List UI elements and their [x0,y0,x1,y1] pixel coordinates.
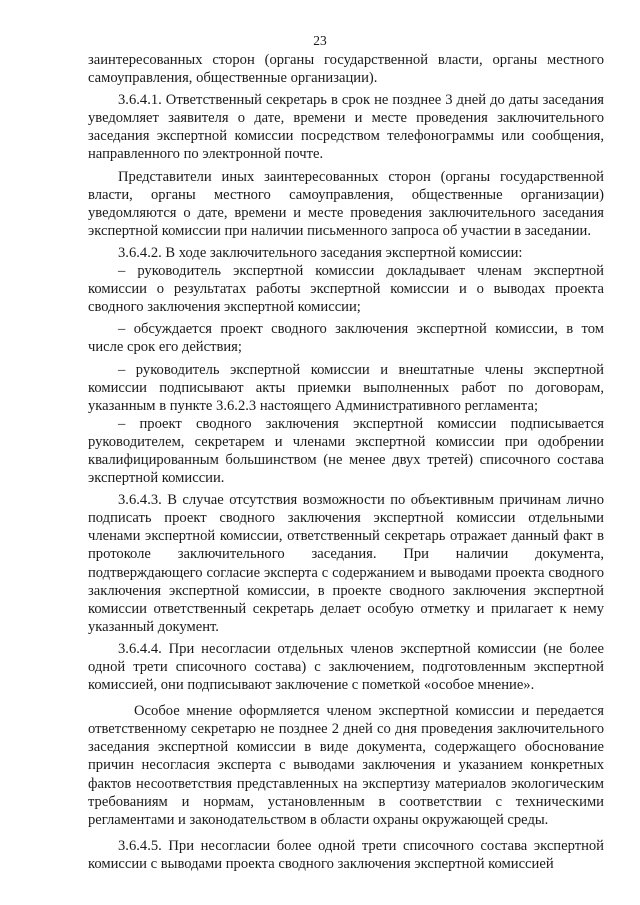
paragraph-3-6-4-3: 3.6.4.3. В случае отсутствия возможности по объективным причинам лично подписать проект сводного заключения экспертной комиссии отдельными членами экспертной комиссии, ответственный секретарь отражает данный факт в протоколе заключительного заседания. При наличии документа, подтверждающего согласие эксперта с содержанием и выводами проекта сводного заключения экспертной комиссии, в проекте сводного заключения экспертной комиссии ответственный секретарь делает особую отметку и прилагает к нему указанный документ. [88,492,604,635]
paragraph-3-6-4-1: 3.6.4.1. Ответственный секретарь в срок не позднее 3 дней до даты заседания уведомляет заявителя о дате, времени и месте проведения заключительного заседания экспертной комиссии посредством телефонограммы или сообщения, направленного по электронной почте. [88,92,604,163]
paragraph-3-6-4-4: 3.6.4.4. При несогласии отдельных членов экспертной комиссии (не более одной трети списочного состава) с заключением, подготовленным экспертной комиссией, они подписывают заключение с пометкой «особое мнение». [88,640,604,694]
paragraph-continuation: заинтересованных сторон (органы государственной власти, органы местного самоуправления, общественные организации). [88,52,604,87]
list-item-signing: – проект сводного заключения экспертной комиссии подписывается руководителем, секретарем и членами экспертной комиссии при одобрении квалифицированным большинством (не менее двух третей) списочного состава экспертной комиссии. [88,415,604,487]
document-body [88,51,604,873]
paragraph-special-opinion: Особое мнение оформляется членом экспертной комиссии и передается ответственному секретарю не позднее 2 дней со дня проведения заключительного заседания экспертной комиссии в виде документа, содержащего обоснование причин несогласия эксперта с выводами заключения и указанием конкретных фактов несоответствия представленных на экспертизу материалов экологическим требованиям и нормам, установленным в соответствии с техническими регламентами и законодательством в области охраны окружающей среды. [88,703,604,828]
paragraph-other-parties: Представители иных заинтересованных сторон (органы государственной власти, органы местного самоуправления, общественные организации) уведомляются о дате, времени и месте проведения заключительного заседания экспертной комиссии при наличии письменного запроса об участии в заседании. [88,168,604,239]
paragraph-3-6-4-2: 3.6.4.2. В ходе заключительного заседания экспертной комиссии: [118,244,523,261]
page-number: 23 [313,33,327,48]
list-item-report: – руководитель экспертной комиссии докладывает членам экспертной комиссии о результатах работы экспертной комиссии и о выводах проекта сводного заключения экспертной комиссии; [88,263,604,316]
list-item-acceptance-acts: – руководитель экспертной комиссии и внештатные члены экспертной комиссии подписывают акты приемки выполненных работ по договорам, указанным в пункте 3.6.2.3 настоящего Административного регламента; [88,361,604,414]
paragraph-3-6-4-5: 3.6.4.5. При несогласии более одной трети списочного состава экспертной комиссии с выводами проекта сводного заключения экспертной комиссией [88,837,604,872]
list-item-discussion: – обсуждается проект сводного заключения экспертной комиссии, в том числе срок его действия; [88,321,604,356]
